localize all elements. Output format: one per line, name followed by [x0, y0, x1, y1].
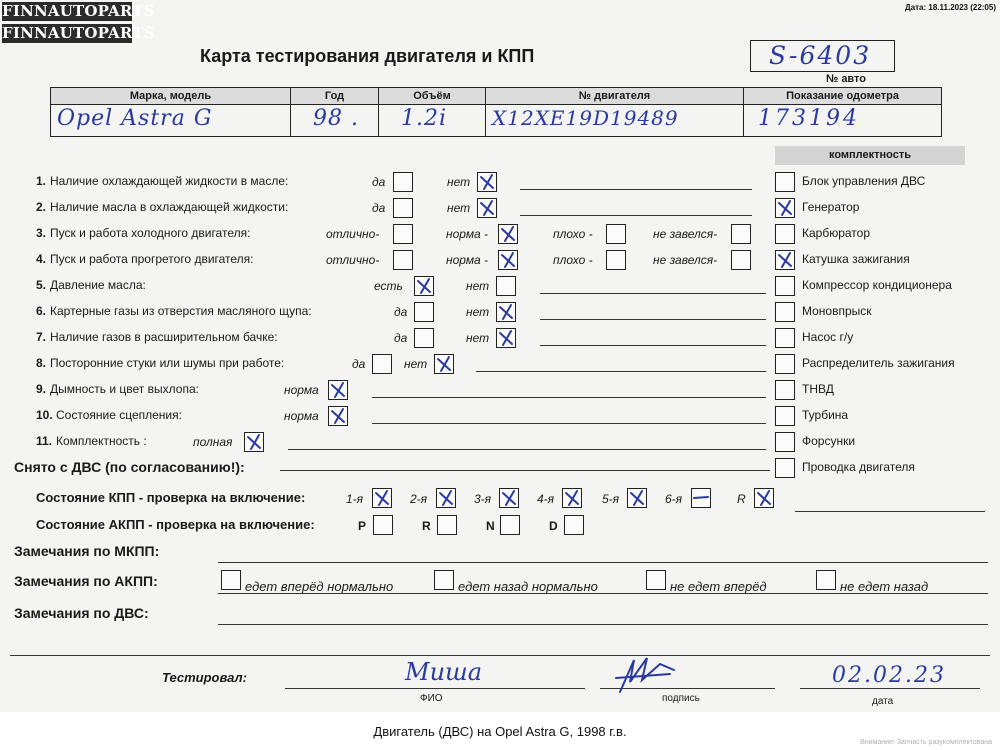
answer-line[interactable] — [540, 319, 766, 320]
answer-checkbox[interactable] — [393, 198, 413, 218]
removed-from-engine-bold: Снято с ДВС — [14, 459, 102, 475]
gear-checkbox[interactable] — [499, 488, 519, 508]
akpp-remark-checkbox[interactable] — [434, 570, 454, 590]
akpp-position-label: P — [358, 519, 367, 533]
completeness-label: Катушка зажигания — [802, 252, 910, 266]
akpp-position-label: N — [486, 519, 495, 533]
year-value: 98 . — [313, 106, 359, 131]
gear-checkbox[interactable] — [436, 488, 456, 508]
answer-checkbox[interactable] — [496, 276, 516, 296]
cell-year — [291, 105, 379, 137]
answer-checkbox[interactable] — [328, 380, 348, 400]
akpp-remark-label: не едет назад — [840, 579, 929, 594]
option-label: да — [352, 357, 366, 371]
page-title: Карта тестирования двигателя и КПП — [200, 46, 535, 66]
answer-checkbox[interactable] — [731, 250, 751, 270]
completeness-checkbox[interactable] — [775, 432, 795, 452]
question-number: 2. — [36, 200, 47, 214]
answer-checkbox[interactable] — [606, 250, 626, 270]
akpp-position-checkbox[interactable] — [564, 515, 584, 535]
completeness-label: Генератор — [802, 200, 860, 214]
vehicle-table — [50, 87, 942, 137]
completeness-label: Компрессор кондиционера — [802, 278, 952, 292]
gear-checkbox[interactable] — [691, 488, 711, 508]
gear-label: 1-я — [346, 492, 364, 506]
question-text: Комплектность : — [56, 434, 147, 448]
engine-number-value: X12XE19D19489 — [492, 106, 679, 130]
question-text: Наличие масла в охлаждающей жидкости: — [50, 200, 289, 214]
fio-line[interactable] — [285, 688, 585, 689]
gear-checkbox[interactable] — [372, 488, 392, 508]
gear-label: 5-я — [602, 492, 620, 506]
question-number: 8. — [36, 356, 47, 370]
make-model-value: Opel Astra G — [57, 106, 213, 131]
completeness-label: Проводка двигателя — [802, 460, 915, 474]
question-text: Посторонние стуки или шумы при работе: — [50, 356, 285, 370]
completeness-label: ТНВД — [802, 382, 834, 396]
answer-line[interactable] — [372, 423, 766, 424]
completeness-checkbox[interactable] — [775, 198, 795, 218]
header-odometer: Показание одометра — [744, 88, 942, 105]
completeness-label: Моновпрыск — [802, 304, 872, 318]
answer-line[interactable] — [288, 449, 766, 450]
watermark-text: Внимание! Запчасть разукомплектована — [860, 739, 992, 746]
question-number: 11. — [36, 434, 53, 448]
brand-logo: FINNAUTOPARTS — [2, 2, 155, 20]
option-label: да — [394, 305, 408, 319]
gear-checkbox[interactable] — [562, 488, 582, 508]
akpp-remark-checkbox[interactable] — [816, 570, 836, 590]
question-number: 1. — [36, 174, 47, 188]
akpp-remark-label: едет назад нормально — [458, 579, 598, 594]
remarks-mkpp-label: Замечания по МКПП: — [14, 543, 160, 559]
answer-checkbox[interactable] — [393, 224, 413, 244]
completeness-label: Карбюратор — [802, 226, 871, 240]
tested-by-label: Тестировал: — [162, 670, 247, 685]
gear-label: 2-я — [410, 492, 428, 506]
question-text: Наличие охлаждающей жидкости в масле: — [50, 174, 289, 188]
header-engine-number: № двигателя — [486, 88, 744, 105]
question-text: Наличие газов в расширительном бачке: — [50, 330, 278, 344]
brand-logo: FINNAUTOPARTS — [2, 24, 155, 42]
answer-checkbox[interactable] — [414, 328, 434, 348]
cell-engine-number — [486, 105, 744, 137]
option-label: нет — [447, 201, 471, 215]
completeness-title: комплектность — [775, 146, 965, 165]
option-label: нет — [466, 331, 490, 345]
answer-checkbox[interactable] — [731, 224, 751, 244]
akpp-position-checkbox[interactable] — [500, 515, 520, 535]
answer-line[interactable] — [520, 215, 752, 216]
question-text: Картерные газы из отверстия масляного щупа: — [50, 304, 312, 318]
cell-volume — [379, 105, 486, 137]
question-number: 10. — [36, 408, 53, 422]
answer-checkbox[interactable] — [414, 302, 434, 322]
remarks-akpp-label: Замечания по АКПП: — [14, 573, 158, 589]
question-text: Пуск и работа прогретого двигателя: — [50, 252, 254, 266]
akpp-remark-checkbox[interactable] — [646, 570, 666, 590]
gear-label: 4-я — [537, 492, 555, 506]
answer-checkbox[interactable] — [414, 276, 434, 296]
answer-line[interactable] — [540, 345, 766, 346]
question-text: Состояние сцепления: — [56, 408, 182, 422]
date-stamp: Дата: 18.11.2023 (22:05) — [904, 3, 996, 12]
option-label: нет — [466, 279, 490, 293]
header-year: Год — [291, 88, 379, 105]
option-label: норма — [284, 409, 319, 423]
question-text: Пуск и работа холодного двигателя: — [50, 226, 251, 240]
option-label: не завелся- — [653, 227, 718, 241]
answer-checkbox[interactable] — [393, 172, 413, 192]
completeness-checkbox[interactable] — [775, 250, 795, 270]
option-label: отлично- — [326, 253, 380, 267]
removed-from-engine-rest: (по согласованию!): — [101, 459, 245, 475]
completeness-checkbox[interactable] — [775, 302, 795, 322]
completeness-checkbox[interactable] — [775, 224, 795, 244]
option-label: да — [372, 201, 386, 215]
completeness-checkbox[interactable] — [775, 328, 795, 348]
odometer-value: 173194 — [758, 106, 860, 131]
akpp-remark-checkbox[interactable] — [221, 570, 241, 590]
question-text: Давление масла: — [50, 278, 146, 292]
signature-label: подпись — [662, 693, 700, 704]
test-date: 02.02.23 — [832, 663, 946, 688]
option-label: плохо - — [553, 253, 593, 267]
auto-gearbox-label: Состояние АКПП - проверка на включение: — [36, 517, 315, 532]
gear-label: 3-я — [474, 492, 492, 506]
auto-number-value: S-6403 — [769, 41, 872, 70]
akpp-remark-label: едет вперёд нормально — [245, 579, 394, 594]
question-number: 9. — [36, 382, 47, 396]
auto-number-label: № авто — [826, 73, 867, 85]
completeness-checkbox[interactable] — [775, 276, 795, 296]
akpp-position-checkbox[interactable] — [437, 515, 457, 535]
option-label: нет — [447, 175, 471, 189]
completeness-checkbox[interactable] — [775, 458, 795, 478]
answer-checkbox[interactable] — [372, 354, 392, 374]
gear-label: R — [737, 492, 746, 506]
completeness-label: Блок управления ДВС — [802, 174, 926, 188]
completeness-checkbox[interactable] — [775, 172, 795, 192]
header-volume: Объём — [379, 88, 486, 105]
handwritten-signature — [612, 652, 682, 697]
removed-line — [280, 470, 770, 471]
option-label: норма - — [446, 227, 489, 241]
fio-label: ФИО — [420, 693, 443, 704]
option-label: нет — [404, 357, 428, 371]
completeness-label: Распределитель зажигания — [802, 356, 955, 370]
option-label: норма — [284, 383, 319, 397]
akpp-position-checkbox[interactable] — [373, 515, 393, 535]
remarks-mkpp-line[interactable] — [218, 562, 988, 563]
cell-make-model — [51, 105, 291, 137]
answer-checkbox[interactable] — [244, 432, 264, 452]
answer-checkbox[interactable] — [477, 198, 497, 218]
answer-checkbox[interactable] — [434, 354, 454, 374]
tester-name: Миша — [405, 658, 483, 686]
manual-gearbox-label: Состояние КПП - проверка на включение: — [36, 490, 306, 505]
question-number: 7. — [36, 330, 47, 344]
question-number: 6. — [36, 304, 47, 318]
volume-value: 1.2i — [401, 106, 448, 131]
question-text: Дымность и цвет выхлопа: — [50, 382, 199, 396]
answer-line[interactable] — [540, 293, 766, 294]
completeness-checkbox[interactable] — [775, 354, 795, 374]
option-label: не завелся- — [653, 253, 718, 267]
option-label: полная — [193, 435, 233, 449]
question-number: 3. — [36, 226, 47, 240]
gear-label: 6-я — [665, 492, 683, 506]
gear-checkbox[interactable] — [627, 488, 647, 508]
remarks-dvs-line[interactable] — [218, 624, 988, 625]
completeness-label: Форсунки — [802, 434, 856, 448]
akpp-remark-label: не едет вперёд — [670, 579, 767, 594]
cell-odometer — [744, 105, 942, 137]
manual-gearbox-line — [795, 511, 985, 512]
option-label: есть — [374, 279, 403, 293]
option-label: да — [372, 175, 386, 189]
completeness-label: Турбина — [802, 408, 849, 422]
answer-line[interactable] — [520, 189, 752, 190]
answer-checkbox[interactable] — [496, 302, 516, 322]
option-label: да — [394, 331, 408, 345]
answer-checkbox[interactable] — [393, 250, 413, 270]
removed-from-engine-label — [14, 459, 245, 475]
akpp-position-label: R — [422, 519, 431, 533]
akpp-position-label: D — [549, 519, 558, 533]
gear-checkbox[interactable] — [754, 488, 774, 508]
remarks-akpp-line[interactable] — [218, 593, 988, 594]
remarks-dvs-line-2[interactable] — [10, 655, 990, 656]
question-number: 4. — [36, 252, 47, 266]
caption-text: Двигатель (ДВС) на Opel Astra G, 1998 г.в. — [373, 724, 627, 739]
option-label: плохо - — [553, 227, 593, 241]
answer-checkbox[interactable] — [477, 172, 497, 192]
completeness-checkbox[interactable] — [775, 406, 795, 426]
remarks-dvs-label: Замечания по ДВС: — [14, 605, 149, 621]
date-line[interactable] — [800, 688, 980, 689]
header-make-model: Марка, модель — [51, 88, 291, 105]
completeness-label: Насос г/у — [802, 330, 854, 344]
answer-checkbox[interactable] — [498, 250, 518, 270]
option-label: отлично- — [326, 227, 380, 241]
answer-line[interactable] — [372, 397, 766, 398]
auto-number-box — [750, 40, 895, 72]
answer-line[interactable] — [476, 371, 766, 372]
answer-checkbox[interactable] — [328, 406, 348, 426]
date-label: дата — [872, 696, 894, 707]
caption-bar — [0, 712, 1000, 750]
answer-checkbox[interactable] — [606, 224, 626, 244]
question-number: 5. — [36, 278, 47, 292]
option-label: норма - — [446, 253, 489, 267]
answer-checkbox[interactable] — [496, 328, 516, 348]
option-label: нет — [466, 305, 490, 319]
answer-checkbox[interactable] — [498, 224, 518, 244]
completeness-checkbox[interactable] — [775, 380, 795, 400]
